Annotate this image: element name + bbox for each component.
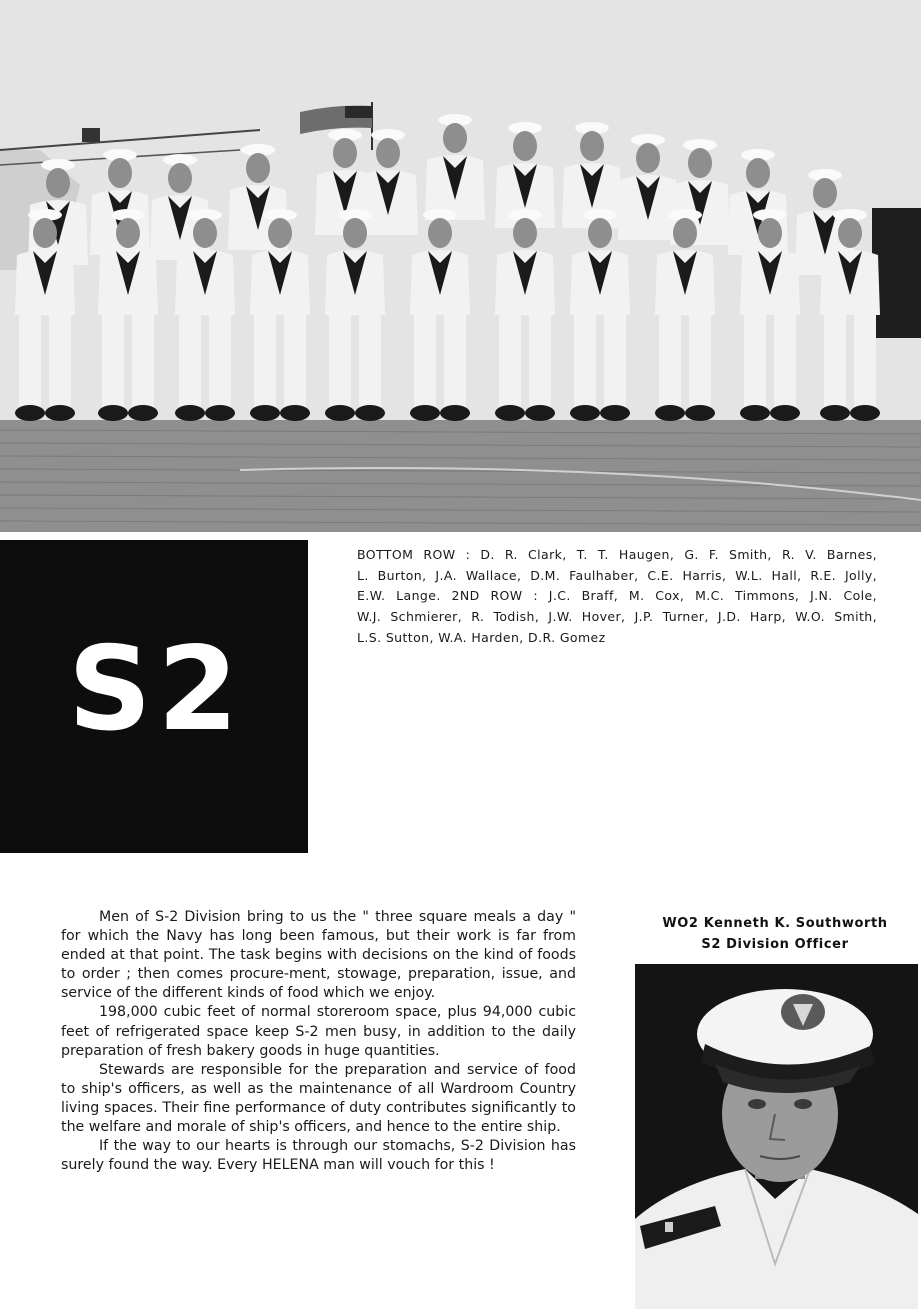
division-title: S2 [68, 622, 245, 757]
officer-portrait [635, 964, 918, 1309]
division-description [61, 908, 576, 1175]
body-paragraph: Stewards are responsible for the preparation and service of food to ship's officers, as well as the maintenance of all Wardroom Country living spaces. Their fine performance of duty contributes significantly to the welfare and morale of ship's officers, and hence to the entire ship. [61, 1061, 576, 1136]
body-paragraph: Men of S-2 Division bring to us the " three square meals a day " for which the Navy has long been famous, but their work is far from ended at that point. The task begins with decisions on the kind of foods to order ; then comes procure-ment, stowage, preparation, issue, and service of the different kinds of food which we enjoy. [61, 909, 576, 1002]
photo-caption [357, 545, 877, 649]
officer-name: WO2 Kenneth K. Southworth [662, 916, 888, 931]
body-paragraph: 198,000 cubic feet of normal storeroom space, plus 94,000 cubic feet of refrigerated space keep S-2 men busy, in addition to the daily preparation of fresh bakery goods in huge quantities. [61, 1004, 576, 1059]
caption-line: L.S. Sutton, W.A. Harden, D.R. Gomez [357, 629, 606, 645]
caption-line: W.J. Schmierer, R. Todish, J.W. Hover, J.P. Turner, J.D. Harp, W.O. Smith, [357, 609, 877, 625]
body-paragraph: If the way to our hearts is through our stomachs, S-2 Division has surely found the way. Every HELENA man will vouch for this ! [61, 1138, 576, 1174]
caption-line: BOTTOM ROW : D. R. Clark, T. T. Haugen, G. F. Smith, R. V. Barnes, [357, 547, 877, 562]
caption-line: E.W. Lange. 2ND ROW : J.C. Braff, M. Cox, M.C. Timmons, J.N. Cole, [357, 588, 877, 604]
cap-badge-icon [781, 994, 825, 1030]
caption-line: L. Burton, J.A. Wallace, D.M. Faulhaber, C.E. Harris, W.L. Hall, R.E. Jolly, [357, 567, 877, 583]
officer-title: S2 Division Officer [701, 937, 849, 952]
division-group-photo [0, 0, 921, 532]
